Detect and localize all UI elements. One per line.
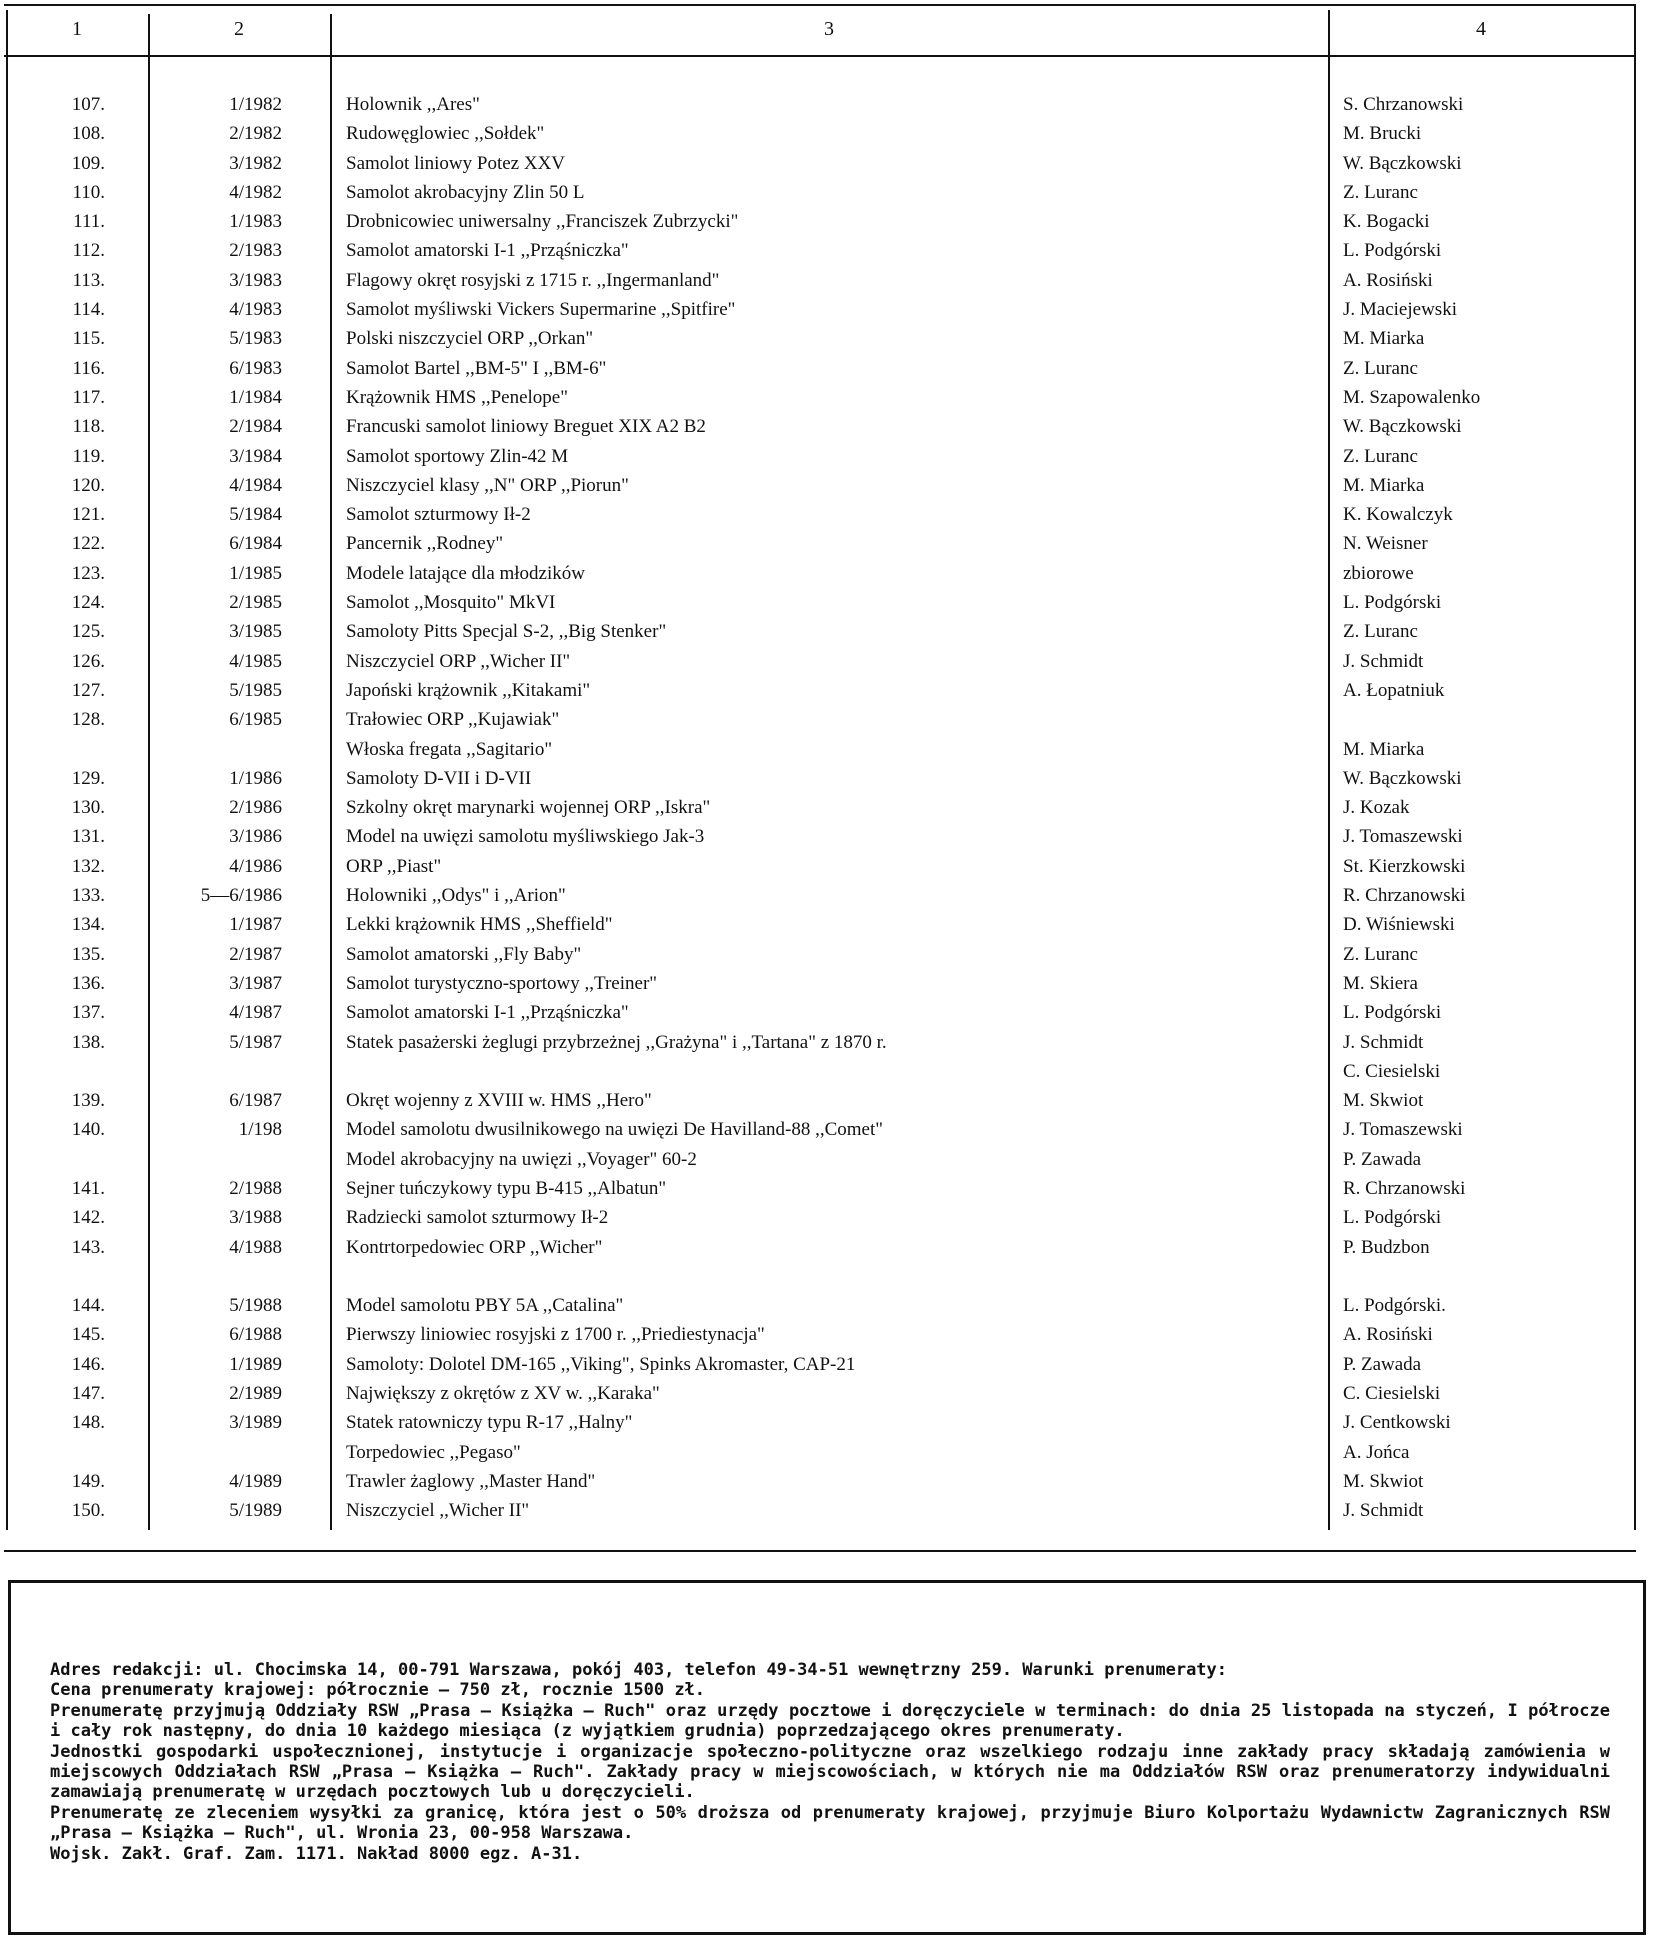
table-row <box>0 1057 1654 1086</box>
row-number: 150. <box>71 1500 105 1522</box>
row-number: 109. <box>71 152 105 174</box>
row-author: L. Podgórski. <box>1343 1295 1446 1317</box>
row-issue: 3/1982 <box>229 152 282 174</box>
row-author: M. Skwiot <box>1343 1470 1424 1492</box>
row-number: 130. <box>71 797 105 819</box>
row-number: 107. <box>71 94 105 115</box>
row-title: Drobnicowiec uniwersalny ,,Franciszek Zubrzycki" <box>346 211 739 233</box>
table-row <box>0 969 1654 998</box>
row-author: C. Ciesielski <box>1343 1060 1441 1082</box>
row-issue: 4/1984 <box>229 474 282 496</box>
row-author: K. Bogacki <box>1343 211 1430 233</box>
row-title: Niszczyciel ORP ,,Wicher II" <box>346 650 571 672</box>
row-number: 135. <box>71 943 105 965</box>
row-number: 149. <box>71 1470 105 1492</box>
row-issue: 2/1984 <box>229 416 282 438</box>
row-author: J. Kozak <box>1343 797 1410 819</box>
table-row <box>0 1233 1654 1262</box>
row-author: J. Schmidt <box>1343 1500 1424 1522</box>
row-number: 145. <box>71 1324 105 1346</box>
row-title: Model na uwięzi samolotu myśliwskiego Jak-3 <box>346 826 705 848</box>
table-row <box>0 442 1654 471</box>
row-issue: 5—6/1986 <box>200 885 282 907</box>
row-number: 123. <box>71 562 105 584</box>
header-top-rule <box>4 4 1636 6</box>
row-issue: 6/1983 <box>229 357 282 379</box>
row-author: A. Łopatniuk <box>1343 679 1445 701</box>
row-author: M. Szapowalenko <box>1343 386 1481 408</box>
table-row <box>0 383 1654 412</box>
row-issue: 1/1985 <box>229 562 282 584</box>
table-row <box>0 588 1654 617</box>
header-col-2: 2 <box>234 18 244 40</box>
row-title: Samolot akrobacyjny Zlin 50 L <box>346 181 585 203</box>
table-row <box>0 324 1654 353</box>
table-row <box>0 178 1654 207</box>
table-row <box>0 1174 1654 1203</box>
row-issue: 2/1989 <box>229 1383 282 1405</box>
row-number: 121. <box>71 504 105 526</box>
row-number: 142. <box>71 1207 105 1229</box>
table-row <box>0 676 1654 705</box>
foreign-subscription: Prenumeratę ze zleceniem wysyłki za granicę, która jest o 50% droższa od prenumeraty krajowej, przyjmuje Biuro Kolportażu Wydawnictw Zagranicznych RSW „Prasa — Książka — Ruch", ul. Wronia 23, 00-958 Warszawa. <box>50 1802 1610 1844</box>
row-title: Holownik ,,Ares" <box>346 94 480 115</box>
header-col-3: 3 <box>824 18 834 40</box>
table-row <box>0 354 1654 383</box>
table-row <box>0 236 1654 265</box>
table-row <box>0 647 1654 676</box>
table-row <box>0 1379 1654 1408</box>
row-issue: 2/1982 <box>229 123 282 145</box>
table-row <box>0 1320 1654 1349</box>
row-title: Trawler żaglowy ,,Master Hand" <box>346 1470 596 1492</box>
row-number: 119. <box>72 445 105 467</box>
table-row <box>0 500 1654 529</box>
row-title: Holowniki ,,Odys" i ,,Arion" <box>346 885 566 907</box>
header-bottom-rule <box>4 55 1636 57</box>
row-author: J. Schmidt <box>1343 1031 1424 1053</box>
row-title: ORP ,,Piast" <box>346 855 442 877</box>
row-author: M. Miarka <box>1343 328 1425 350</box>
row-issue: 3/1986 <box>229 826 282 848</box>
row-number: 134. <box>71 914 105 936</box>
row-author: M. Brucki <box>1343 123 1422 145</box>
row-issue: 1/1989 <box>229 1353 282 1375</box>
row-number: 113. <box>72 269 105 291</box>
row-number: 138. <box>71 1031 105 1053</box>
table-row <box>0 1145 1654 1174</box>
row-title: Krążownik HMS ,,Penelope" <box>346 386 568 408</box>
row-title: Statek pasażerski żeglugi przybrzeżnej ,,Grażyna" i ,,Tartana" z 1870 r. <box>346 1031 887 1053</box>
row-issue: 5/1987 <box>229 1031 282 1053</box>
table-row <box>0 559 1654 588</box>
row-author: N. Weisner <box>1343 533 1428 555</box>
row-title: Flagowy okręt rosyjski z 1715 r. ,,Ingermanland" <box>346 269 720 291</box>
row-number: 143. <box>71 1236 105 1258</box>
row-title: Model akrobacyjny na uwięzi ,,Voyager" 60-2 <box>346 1148 697 1170</box>
table-row <box>0 1438 1654 1467</box>
row-author: R. Chrzanowski <box>1343 1177 1466 1199</box>
table-row <box>0 735 1654 764</box>
row-number: 131. <box>71 826 105 848</box>
table-row <box>0 940 1654 969</box>
row-title: Samoloty: Dolotel DM-165 ,,Viking", Spinks Akromaster, CAP-21 <box>346 1353 856 1375</box>
row-number: 126. <box>71 650 105 672</box>
row-number: 116. <box>72 357 105 379</box>
row-title: Japoński krążownik ,,Kitakami" <box>346 679 591 701</box>
row-author: D. Wiśniewski <box>1343 914 1455 936</box>
row-title: Niszczyciel klasy ,,N" ORP ,,Piorun" <box>346 474 629 496</box>
row-number: 108. <box>71 123 105 145</box>
row-title: Samolot Bartel ,,BM-5" I ,,BM-6" <box>346 357 607 379</box>
row-issue: 3/1985 <box>229 621 282 643</box>
row-author: M. Skwiot <box>1343 1090 1424 1112</box>
row-title: Samolot turystyczno-sportowy ,,Treiner" <box>346 972 658 994</box>
row-author: W. Bączkowski <box>1343 416 1462 438</box>
imprint-text <box>50 1660 1610 1864</box>
printing-info: Wojsk. Zakł. Graf. Zam. 1171. Nakład 8000 egz. A-31. <box>50 1843 583 1864</box>
row-number: 140. <box>71 1119 105 1141</box>
row-author: J. Tomaszewski <box>1343 1119 1463 1141</box>
row-issue: 2/1988 <box>229 1177 282 1199</box>
table-row <box>0 705 1654 734</box>
row-issue: 1/198 <box>238 1119 282 1141</box>
row-author: M. Miarka <box>1343 738 1425 760</box>
editorial-address: Adres redakcji: ul. Chocimska 14, 00-791 Warszawa, pokój 403, telefon 49-34-51 wewnętrzny 259. Warunki prenumeraty: <box>50 1660 1228 1680</box>
row-title: Kontrtorpedowiec ORP ,,Wicher" <box>346 1236 603 1258</box>
row-author: zbiorowe <box>1343 562 1414 584</box>
row-number: 114. <box>72 299 105 321</box>
table-row <box>0 266 1654 295</box>
row-author: M. Skiera <box>1343 972 1418 994</box>
row-number: 127. <box>71 679 105 701</box>
row-issue: 5/1989 <box>229 1500 282 1522</box>
table-row <box>0 822 1654 851</box>
row-number: 139. <box>71 1090 105 1112</box>
row-number: 111. <box>73 211 105 233</box>
row-issue: 3/1983 <box>229 269 282 291</box>
row-number: 137. <box>71 1002 105 1024</box>
row-title: Samolot liniowy Potez XXV <box>346 152 566 174</box>
row-title: Okręt wojenny z XVIII w. HMS ,,Hero" <box>346 1090 652 1112</box>
table-row <box>0 207 1654 236</box>
row-author: J. Maciejewski <box>1343 299 1457 321</box>
row-number: 147. <box>71 1383 105 1405</box>
row-title: Największy z okrętów z XV w. ,,Karaka" <box>346 1383 660 1405</box>
row-number: 136. <box>71 972 105 994</box>
row-author: J. Centkowski <box>1343 1412 1451 1434</box>
row-author: S. Chrzanowski <box>1343 94 1464 115</box>
row-number: 112. <box>72 240 105 262</box>
table-row <box>0 412 1654 441</box>
row-issue: 4/1987 <box>229 1002 282 1024</box>
row-author: J. Schmidt <box>1343 650 1424 672</box>
row-author: A. Jońca <box>1343 1441 1410 1463</box>
row-title: Trałowiec ORP ,,Kujawiak" <box>346 709 560 731</box>
row-number: 118. <box>72 416 105 438</box>
row-issue: 1/1984 <box>229 386 282 408</box>
subscription-terms: Prenumeratę przyjmują Oddziały RSW „Prasa — Książka — Ruch" oraz urzędy pocztowe i doręczyciele w terminach: do dnia 25 listopada na styczeń, I półrocze i cały rok następny, do dnia 10 każdego miesiąca (z wyjątkiem grudnia) poprzedzającego okres prenumeraty. <box>50 1700 1610 1742</box>
row-author: A. Rosiński <box>1343 269 1433 291</box>
row-author: Z. Luranc <box>1343 445 1418 467</box>
domestic-price: Cena prenumeraty krajowej: półrocznie — 750 zł, rocznie 1500 zł. <box>50 1680 706 1701</box>
row-author: W. Bączkowski <box>1343 767 1462 789</box>
table-row <box>0 1028 1654 1057</box>
table-row <box>0 119 1654 148</box>
row-title: Polski niszczyciel ORP ,,Orkan" <box>346 328 594 350</box>
row-title: Włoska fregata ,,Sagitario" <box>346 738 553 760</box>
table-row <box>0 793 1654 822</box>
row-number: 117. <box>72 386 105 408</box>
row-issue: 4/1988 <box>229 1236 282 1258</box>
row-title: Samolot amatorski I-1 ,,Prząśniczka" <box>346 1002 629 1024</box>
row-issue: 1/1983 <box>229 211 282 233</box>
row-number: 129. <box>71 767 105 789</box>
row-author: P. Budzbon <box>1343 1236 1430 1258</box>
row-issue: 6/1985 <box>229 709 282 731</box>
row-issue: 4/1989 <box>229 1470 282 1492</box>
row-title: Sejner tuńczykowy typu B-415 ,,Albatun" <box>346 1177 667 1199</box>
row-title: Niszczyciel ,,Wicher II" <box>346 1500 530 1522</box>
institutional-orders: Jednostki gospodarki uspołecznionej, instytucje i organizacje społeczno-polityczne oraz wszelkiego rodzaju inne zakłady pracy składają zamówienia w miejscowych Oddziałach RSW „Prasa — Książka — Ruch". Zakłady pracy w miejscowościach, w których nie ma Oddziałów RSW oraz prenumeratorzy indywidualni zamawiają prenumeratę w urzędach pocztowych lub u doręczycieli. <box>50 1741 1610 1803</box>
row-title: Samolot amatorski ,,Fly Baby" <box>346 943 582 965</box>
table-row <box>0 149 1654 178</box>
row-issue: 4/1986 <box>229 855 282 877</box>
row-title: Samoloty D-VII i D-VII <box>346 767 532 789</box>
row-number: 146. <box>71 1353 105 1375</box>
row-number: 128. <box>71 709 105 731</box>
header-col-4: 4 <box>1476 18 1486 40</box>
table-row <box>0 1291 1654 1320</box>
row-title: Francuski samolot liniowy Breguet XIX A2 B2 <box>346 416 706 438</box>
row-author: St. Kierzkowski <box>1343 855 1466 877</box>
table-row <box>0 1203 1654 1232</box>
table-row <box>0 529 1654 558</box>
table-row <box>0 90 1654 119</box>
row-title: Torpedowiec ,,Pegaso" <box>346 1441 521 1463</box>
table-row <box>0 881 1654 910</box>
row-issue: 5/1988 <box>229 1295 282 1317</box>
row-issue: 5/1984 <box>229 504 282 526</box>
row-title: Samolot myśliwski Vickers Supermarine ,,Spitfire" <box>346 299 736 321</box>
row-number: 115. <box>72 328 105 350</box>
row-number: 148. <box>71 1412 105 1434</box>
row-issue: 4/1983 <box>229 299 282 321</box>
table-body <box>0 90 1654 1526</box>
table-row <box>0 764 1654 793</box>
row-title: Model samolotu dwusilnikowego na uwięzi De Havilland-88 ,,Comet" <box>346 1119 884 1141</box>
table-row <box>0 295 1654 324</box>
table-header <box>0 0 1654 60</box>
row-title: Samolot ,,Mosquito" MkVI <box>346 592 556 614</box>
row-issue: 2/1985 <box>229 592 282 614</box>
row-author: L. Podgórski <box>1343 592 1442 614</box>
row-issue: 6/1987 <box>229 1090 282 1112</box>
row-title: Model samolotu PBY 5A ,,Catalina" <box>346 1295 624 1317</box>
row-issue: 4/1982 <box>229 181 282 203</box>
row-title: Samoloty Pitts Specjal S-2, ,,Big Stenker" <box>346 621 667 643</box>
row-title: Pierwszy liniowiec rosyjski z 1700 r. ,,Priediestynacja" <box>346 1324 765 1346</box>
row-title: Lekki krążownik HMS ,,Sheffield" <box>346 914 613 936</box>
table-row <box>0 1467 1654 1496</box>
row-title: Modele latające dla młodzików <box>346 562 585 584</box>
row-author: Z. Luranc <box>1343 943 1418 965</box>
row-author: L. Podgórski <box>1343 240 1442 262</box>
row-number: 124. <box>71 592 105 614</box>
row-author: Z. Luranc <box>1343 181 1418 203</box>
row-number: 133. <box>71 885 105 907</box>
table-row <box>0 471 1654 500</box>
row-issue: 3/1987 <box>229 972 282 994</box>
row-author: K. Kowalczyk <box>1343 504 1453 526</box>
row-issue: 1/1987 <box>229 914 282 936</box>
row-title: Szkolny okręt marynarki wojennej ORP ,,Iskra" <box>346 797 711 819</box>
table-row <box>0 1086 1654 1115</box>
row-issue: 2/1983 <box>229 240 282 262</box>
row-number: 125. <box>71 621 105 643</box>
table-row <box>0 1408 1654 1437</box>
row-author: M. Miarka <box>1343 474 1425 496</box>
row-number: 122. <box>71 533 105 555</box>
row-issue: 5/1983 <box>229 328 282 350</box>
table-row <box>0 1350 1654 1379</box>
row-title: Rudowęglowiec ,,Sołdek" <box>346 123 545 145</box>
row-author: W. Bączkowski <box>1343 152 1462 174</box>
row-number: 110. <box>72 181 105 203</box>
row-number: 132. <box>71 855 105 877</box>
table-row <box>0 998 1654 1027</box>
row-author: Z. Luranc <box>1343 621 1418 643</box>
row-issue: 1/1986 <box>229 767 282 789</box>
row-author: L. Podgórski <box>1343 1002 1442 1024</box>
row-title: Samolot szturmowy Ił-2 <box>346 504 531 526</box>
row-title: Samolot amatorski I-1 ,,Prząśniczka" <box>346 240 629 262</box>
row-issue: 3/1984 <box>229 445 282 467</box>
row-issue: 4/1985 <box>229 650 282 672</box>
table-bottom-rule <box>4 1550 1636 1552</box>
row-author: L. Podgórski <box>1343 1207 1442 1229</box>
header-col-1: 1 <box>72 18 82 40</box>
table-row <box>0 1115 1654 1144</box>
row-number: 120. <box>71 474 105 496</box>
table-row <box>0 1496 1654 1525</box>
row-title: Radziecki samolot szturmowy Ił-2 <box>346 1207 609 1229</box>
table-row <box>0 852 1654 881</box>
row-author: J. Tomaszewski <box>1343 826 1463 848</box>
row-title: Samolot sportowy Zlin-42 M <box>346 445 569 467</box>
row-issue: 2/1987 <box>229 943 282 965</box>
row-issue: 6/1984 <box>229 533 282 555</box>
row-issue: 3/1988 <box>229 1207 282 1229</box>
row-title: Pancernik ,,Rodney" <box>346 533 504 555</box>
row-number: 144. <box>71 1295 105 1317</box>
row-author: Z. Luranc <box>1343 357 1418 379</box>
row-author: P. Zawada <box>1343 1353 1422 1375</box>
row-issue: 5/1985 <box>229 679 282 701</box>
row-issue: 6/1988 <box>229 1324 282 1346</box>
row-author: R. Chrzanowski <box>1343 885 1466 907</box>
row-title: Statek ratowniczy typu R-17 ,,Halny" <box>346 1412 633 1434</box>
row-author: P. Zawada <box>1343 1148 1422 1170</box>
row-author: A. Rosiński <box>1343 1324 1433 1346</box>
table-row <box>0 910 1654 939</box>
row-number: 141. <box>71 1177 105 1199</box>
row-author: C. Ciesielski <box>1343 1383 1441 1405</box>
table-row <box>0 1262 1654 1291</box>
row-issue: 1/1982 <box>229 94 282 115</box>
table-row <box>0 617 1654 646</box>
row-issue: 2/1986 <box>229 797 282 819</box>
row-issue: 3/1989 <box>229 1412 282 1434</box>
